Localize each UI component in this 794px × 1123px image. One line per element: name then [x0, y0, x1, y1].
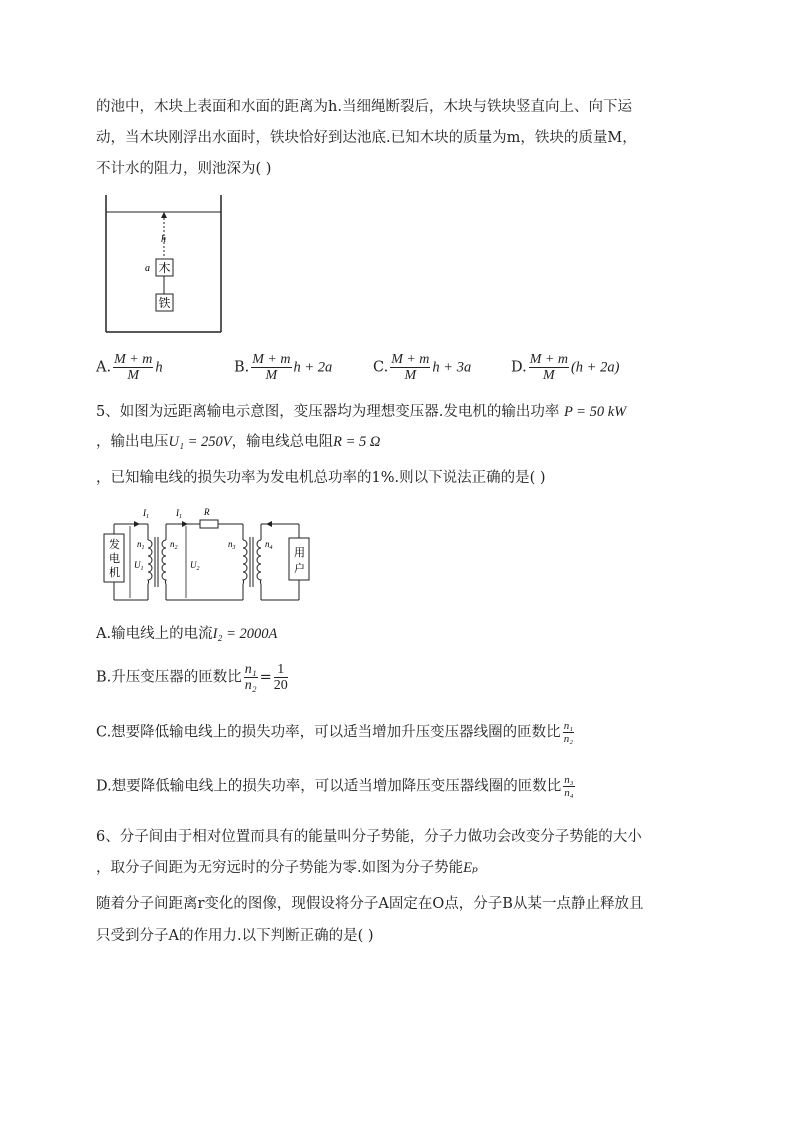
q5-option-a: A.输电线上的电流I₂ = 2000A [96, 626, 278, 642]
user-char-2: 户 [294, 563, 305, 575]
q5-option-c: C.想要降低输电线上的损失功率，可以适当增加升压变压器线圈的匝数比 $\frac{\text{n₁}}{\text{n₂}}$ [96, 720, 574, 745]
user-char-1: 用 [294, 547, 305, 559]
q4-option-d: D. $\frac{M + m}{M}$ (h + 2a) [511, 352, 620, 383]
iron-label: 铁 [158, 296, 171, 310]
q6-line2: ，取分子间距为无穷远时的分子势能为零.如图为分子势能Eₚ [96, 860, 478, 876]
wood-label: 木 [158, 261, 171, 275]
n2-label: $n_2$ [170, 539, 178, 551]
q4-line3: 不计水的阻力，则池深为( ) [96, 161, 272, 177]
q5-option-b: B.升压变压器的匝数比 $\frac{\text{n₁}}{\text{n₂}}$ = $\frac{1}{20}$ [96, 662, 288, 693]
n1-label: $n_1$ [137, 539, 145, 551]
q4-option-c: C. $\frac{M + m}{M}$ h + 3a [373, 352, 472, 383]
u2-label: $U_2$ [190, 560, 200, 572]
a-label: a [145, 263, 150, 274]
generator-char-2: 电 [109, 553, 120, 565]
q4-line2: 动，当木块刚浮出水面时，铁块恰好到达池底.已知木块的质量为m，铁块的质量M， [96, 130, 637, 146]
h-label: h [161, 234, 166, 245]
n4-label: $n_4$ [265, 539, 273, 551]
n3-label: $n_3$ [228, 539, 236, 551]
q5-line2: ，输出电压U₁ = 250V，输电线总电阻R = 5 Ω [96, 434, 381, 450]
transmission-circuit [100, 502, 315, 604]
q5-line1: 5、如图为远距离输电示意图，变压器均为理想变压器.发电机的输出功率 P = 50 kW [96, 404, 627, 420]
q4-option-b: B. $\frac{M + m}{M}$ h + 2a [234, 352, 333, 383]
q6-line4: 只受到分子A的作用力.以下判断正确的是( ) [96, 928, 374, 944]
pool-figure [100, 190, 230, 340]
q4-option-a: A. $\frac{M + m}{M}$ h [96, 352, 163, 383]
resistor [200, 520, 218, 528]
generator-char-1: 发 [109, 539, 120, 551]
i2-label: $I_1$ [176, 508, 182, 520]
i1-label: $I_1$ [143, 508, 149, 520]
generator-char-3: 机 [109, 567, 120, 579]
q6-line3: 随着分子间距离r变化的图像，现假设将分子A固定在O点，分子B从某一点静止释放且 [96, 896, 644, 912]
q4-line1: 的池中，木块上表面和水面的距离为h.当细绳断裂后，木块与铁块竖直向上、向下运 [96, 99, 632, 115]
q5-option-d: D.想要降低输电线上的损失功率，可以适当增加降压变压器线圈的匝数比 $\frac{\text{n₃}}{\text{n₄}}$ [96, 774, 574, 799]
r-label: R [204, 507, 210, 517]
u1-label: $U_1$ [134, 560, 144, 572]
q5-line3: ，已知输电线的损失功率为发电机总功率的1%.则以下说法正确的是( ) [96, 470, 546, 486]
q6-line1: 6、分子间由于相对位置而具有的能量叫分子势能，分子力做功会改变分子势能的大小 [96, 829, 642, 845]
